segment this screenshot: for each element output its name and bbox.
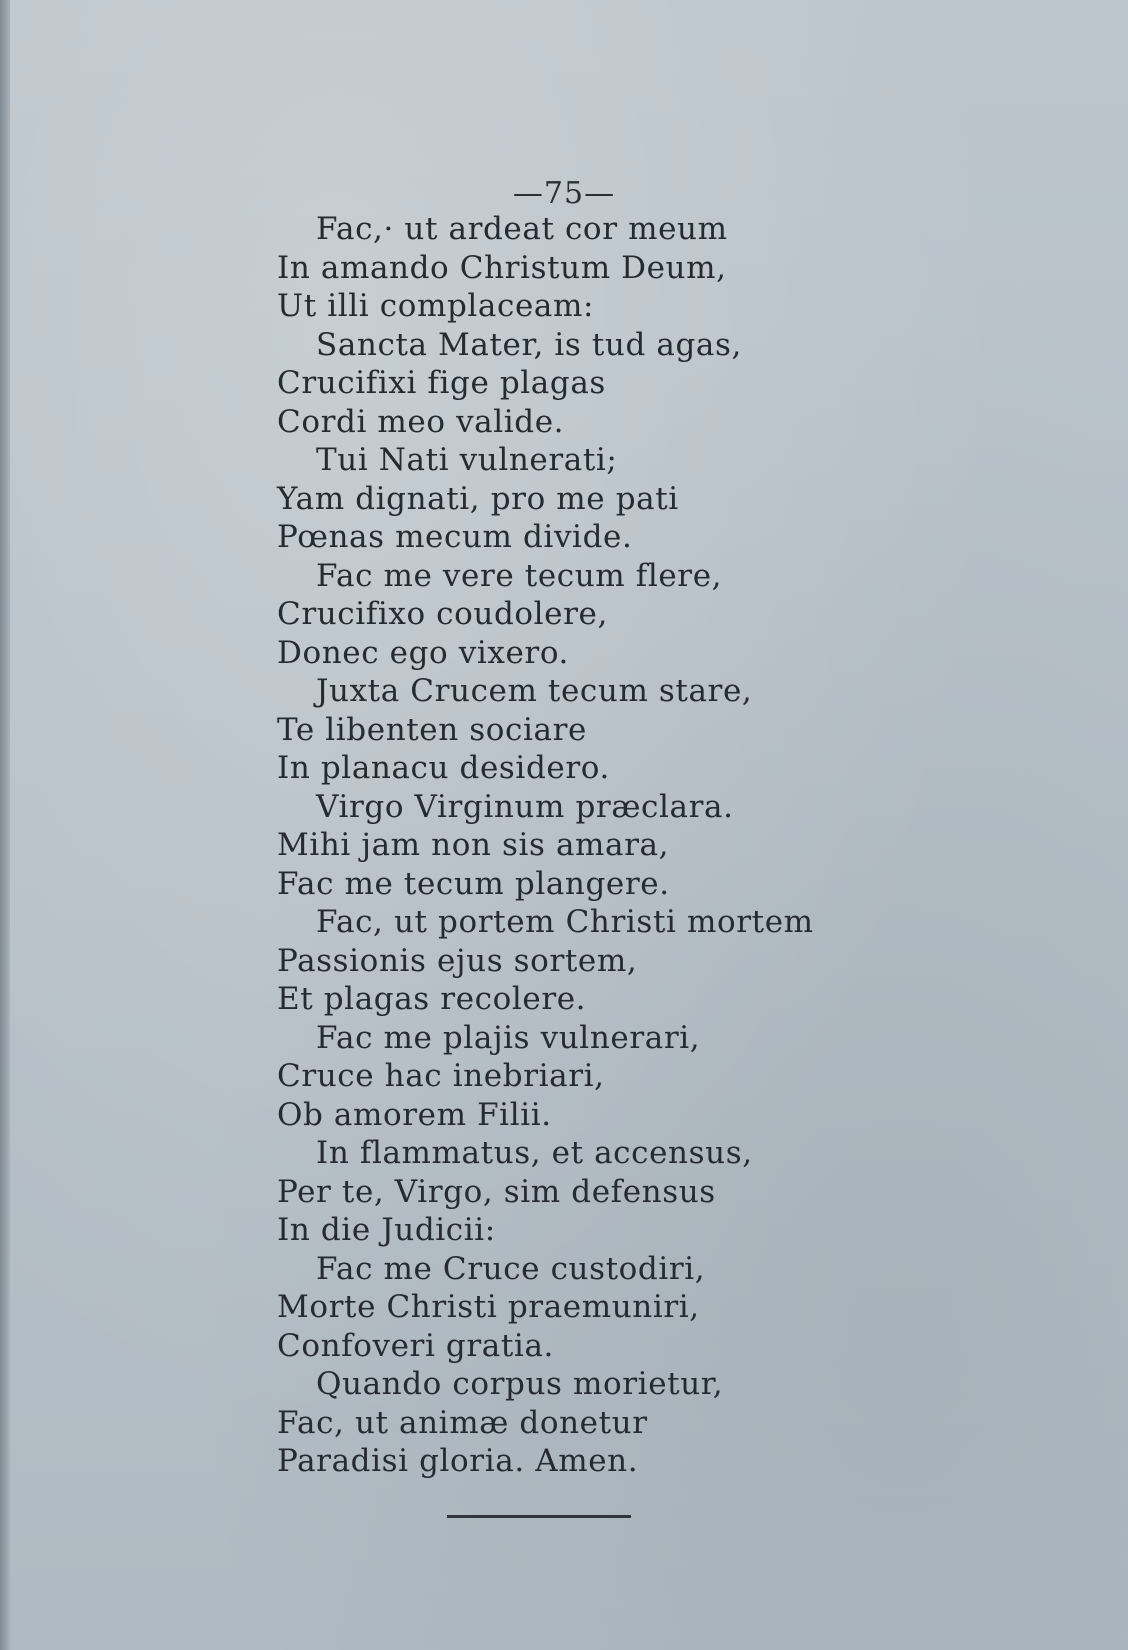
- page-left-edge: [0, 0, 10, 1650]
- page-number: —75—: [512, 176, 616, 211]
- poem-line: Tui Nati vulnerati;: [316, 442, 618, 478]
- poem-line: Sancta Mater, is tud agas,: [316, 326, 742, 363]
- poem-line: Crucifixi fige plagas: [277, 365, 606, 401]
- poem-line: Fac me plajis vulnerari,: [316, 1019, 701, 1056]
- poem-line: Morte Christi praemuniri,: [277, 1289, 700, 1325]
- poem-line: Fac,· ut ardeat cor meum: [316, 211, 728, 247]
- poem-line: In flammatus, et accensus,: [316, 1135, 753, 1171]
- poem-line: Crucifixo coudolere,: [277, 596, 608, 632]
- poem-line: In die Judicii:: [277, 1212, 496, 1248]
- poem-line: Per te, Virgo, sim defensus: [277, 1173, 716, 1210]
- poem-line: Quando corpus morietur,: [316, 1366, 724, 1402]
- poem-line: Et plagas recolere.: [277, 981, 587, 1017]
- poem-line: Yam dignati, pro me pati: [277, 480, 679, 517]
- poem-line: Fac, ut animæ donetur: [277, 1404, 648, 1441]
- poem-line: In amando Christum Deum,: [277, 249, 727, 286]
- poem-line: Fac me vere tecum flere,: [316, 557, 723, 594]
- poem-line: Ut illi complaceam:: [277, 288, 595, 324]
- poem-line: Confoveri gratia.: [277, 1327, 554, 1364]
- poem-line: In planacu desidero.: [277, 750, 610, 786]
- poem-line: Ob amorem Filii.: [277, 1096, 552, 1133]
- poem-line: Cordi meo valide.: [277, 403, 565, 440]
- poem-line: Fac me Cruce custodiri,: [316, 1250, 706, 1287]
- poem-line: Cruce hac inebriari,: [277, 1058, 605, 1094]
- poem-line: Virgo Virginum præclara.: [316, 788, 734, 825]
- poem-line: Te libenten sociare: [277, 711, 587, 748]
- poem-text: [277, 210, 997, 1481]
- poem-line: Passionis ejus sortem,: [277, 942, 638, 979]
- poem-line: Paradisi gloria. Amen.: [277, 1443, 639, 1479]
- end-rule: [447, 1515, 631, 1518]
- poem-line: Fac, ut portem Christi mortem: [316, 904, 814, 940]
- poem-line: Pœnas mecum divide.: [277, 519, 633, 555]
- poem-line: Donec ego vixero.: [277, 634, 570, 671]
- poem-line: Fac me tecum plangere.: [277, 865, 670, 902]
- poem-line: Juxta Crucem tecum stare,: [316, 673, 753, 709]
- poem-line: Mihi jam non sis amara,: [277, 827, 670, 863]
